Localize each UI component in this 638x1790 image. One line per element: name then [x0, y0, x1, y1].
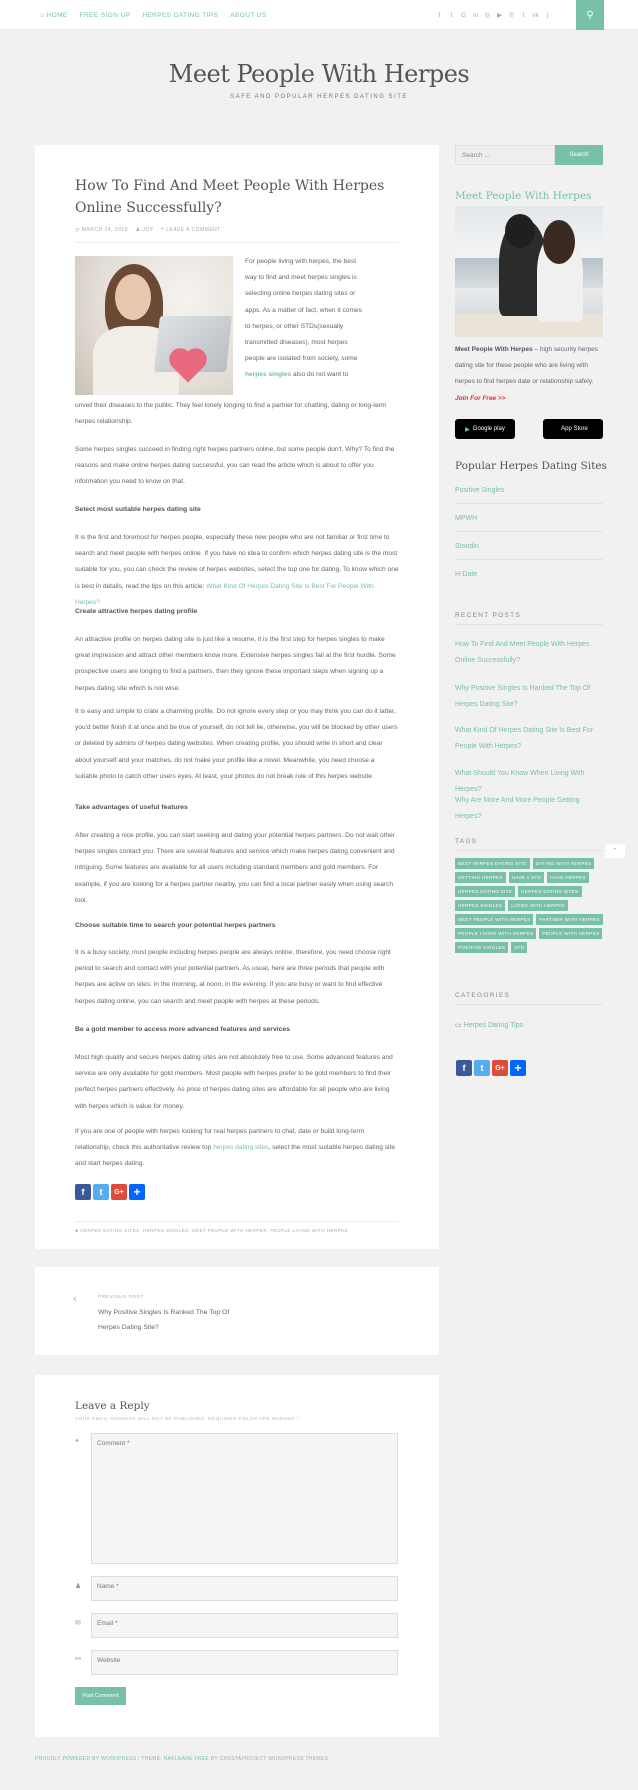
google-plus-icon[interactable]: G	[460, 11, 467, 19]
popular-site-link[interactable]: Positive Singles	[455, 487, 505, 494]
reply-title: Leave a Reply	[75, 1400, 150, 1412]
recent-post-link[interactable]: What Should You Know When Living With Herpes?	[455, 770, 585, 793]
google-plus-share-icon[interactable]: G+	[111, 1184, 127, 1200]
paragraph: Some herpes singles succeed in finding right herpes partners online, but some people don't. Why? To find the reasons and make online herpes dating successful, you can read the article which is about to offer you information you need to know on that.	[75, 446, 395, 486]
facebook-share-icon[interactable]: f	[456, 1060, 472, 1076]
nav-home[interactable]: ⌂ HOME	[40, 11, 68, 19]
sidebar-search-input[interactable]: Search ...	[455, 145, 555, 165]
sidebar-search	[455, 145, 603, 165]
share-buttons	[75, 1184, 145, 1200]
facebook-icon[interactable]: f	[438, 11, 441, 19]
divider	[455, 1004, 603, 1005]
email-input[interactable]: Email *	[91, 1613, 398, 1638]
tag-link[interactable]: HAVE HERPES	[547, 872, 589, 883]
facebook-share-icon[interactable]: f	[75, 1184, 91, 1200]
tag-link[interactable]: PEOPLE WITH HERPES	[539, 928, 602, 939]
recent-post-link[interactable]: What Kind Of Herpes Dating Site Is Best For People With Herpes?	[455, 727, 594, 750]
category-link[interactable]: Herpes Dating Tips	[463, 1022, 524, 1029]
join-free-link[interactable]: Join For Free >>	[455, 394, 506, 402]
home-icon: ⌂	[40, 11, 47, 19]
divider	[455, 850, 603, 851]
tag-link[interactable]: STD	[511, 942, 527, 953]
section-heading: Choose suitable time to search your potential herpes partners	[75, 922, 276, 929]
tag-link[interactable]: HERPES DATING SITES	[518, 886, 581, 897]
tag-link[interactable]: GETTING HERPES	[455, 872, 506, 883]
tag-link[interactable]: LIVING WITH HERPES	[508, 900, 568, 911]
google-play-badge[interactable]: ▶ Google play	[455, 419, 515, 439]
divider	[455, 531, 603, 532]
post-image	[75, 256, 233, 395]
tag-icon: ⬥	[75, 1228, 81, 1233]
reply-note: YOUR EMAIL ADDRESS WILL NOT BE PUBLISHED. REQUIRED FIELDS ARE MARKED *	[75, 1417, 299, 1422]
paragraph: If you are one of people with herpes looking for real herpes partners to chat, date or build long-term relationship, check this authoritative review top herpes dating sites, select the most suitable herpes dating site and start herpes dating.	[75, 1128, 395, 1168]
post-meta	[75, 227, 221, 233]
search-icon[interactable]: ⚲	[576, 0, 604, 30]
paragraph: It is a busy society, most people including herpes people are always online, therefore, you need choose right period to search and contact with your potential partners. As usual, here are three periods that people with herpes are active on sites: in the morning, at noon, in the evening. If you are busy or want to find effective herpes dating online, you can search and meet people with herpes at these periods.	[75, 949, 391, 1005]
leave-comment-link[interactable]: LEAVE A COMMENT	[166, 227, 221, 233]
divider	[75, 242, 399, 243]
recent-post-link[interactable]: Why Are More And More People Getting Herpes?	[455, 797, 580, 820]
tag-link[interactable]: POSITIVE SINGLES	[455, 942, 508, 953]
widget-title: Meet People With Herpes	[455, 190, 592, 202]
comment-icon: ❝	[75, 1439, 79, 1446]
social-links	[436, 0, 551, 30]
tags-title: TAGS	[455, 838, 478, 845]
vk-icon[interactable]: vk	[532, 11, 539, 19]
user-icon: ♟	[75, 1583, 82, 1590]
site-description: SAFE AND POPULAR HERPES DATING SITE	[230, 94, 408, 100]
intro-paragraph: For people living with herpes, the best way to find and meet herpes singles is selecting online herpes dating sites or apps. As a matter of fact, when it comes to herpes, or other STDs(sexually transmitted diseases), most herpes people are isolated from society, some herpes singles also do not want to	[245, 258, 362, 379]
sidebar-share-buttons	[456, 1060, 526, 1076]
paragraph: Most high quality and secure herpes dating sites are not absolutely free to use. Some advanced features and service are only available for gold members. Most people with herpes prefer to be gold members to find their perfect herpes partners effectively. As price of herpes dating sites are affordable for all people who are living with herpes which is value for money.	[75, 1054, 393, 1110]
twitter-share-icon[interactable]: t	[93, 1184, 109, 1200]
paragraph: It is the first and foremost for herpes people, especially these new people who are not familiar or first time to search and meet people with herpes online. If you have no idea to confirm which herpes dating site is the most suitable for you, you can check the review of herpes websites, select the top one for dating. To know which one is best in details, read the tips on this article: What Kind Of Herpes Dating Site Is Best For People With Herpes?	[75, 534, 399, 606]
comment-form-card	[35, 1375, 439, 1737]
recent-post-link[interactable]: Why Positive Singles Is Ranked The Top Of Herpes Dating Site?	[455, 685, 591, 708]
linkedin-icon[interactable]: in	[472, 11, 479, 19]
popular-site-link[interactable]: MPWH	[455, 515, 478, 522]
recent-post-link[interactable]: How To Find And Meet People With Herpes Online Successfully?	[455, 641, 590, 664]
divider	[455, 503, 603, 504]
google-plus-share-icon[interactable]: G+	[492, 1060, 508, 1076]
intro-paragraph-continued: unveil their diseases to the public. They feel lonely longing to find a partner for chatting, dating or long-term herpes relationship.	[75, 402, 387, 426]
previous-post-label: PREVIOUS POST	[98, 1295, 144, 1300]
tag-link[interactable]: DATING WITH HERPES	[533, 858, 595, 869]
rss-icon[interactable]: )	[546, 11, 549, 19]
tag-link[interactable]: MEET PEOPLE WITH HERPES	[455, 914, 533, 925]
article-card	[35, 145, 439, 1249]
tag-link[interactable]: PARTNER WITH HERPES	[536, 914, 602, 925]
instagram-icon[interactable]: ◎	[484, 12, 491, 19]
pinterest-icon[interactable]: ℗	[509, 11, 514, 19]
wordpress-link[interactable]: PROUDLY POWERED BY WORDPRESS	[35, 1756, 137, 1762]
site-footer: PROUDLY POWERED BY WORDPRESS | THEME: NAKLEANE FREE BY CRESTAPROJECT WORDPRESS THEMES.	[35, 1756, 330, 1762]
comment-textarea[interactable]: Comment *	[91, 1433, 398, 1564]
best-dating-site-link[interactable]: What Kind Of Herpes Dating Site Is Best For People With Herpes?	[75, 582, 374, 606]
herpes-dating-sites-link[interactable]: herpes dating sites	[213, 1144, 269, 1152]
paragraph: It is easy and simple to crate a charming profile. Do not ignore every step or you may think you can do it latter, you'd better finish it at once and be true of yourself, do not tell lie, otherwise, you will be blocked by other users or deleted by admins of herpes dating websites. When creating profile, you should write in short and clear about yourself and your matches, do not make your profile like a novel. Meanwhile, you need choose a suitable photo to catch other users eyes. At least, your photos do not break rule of this herpes website.	[75, 708, 398, 780]
website-input[interactable]: Website	[91, 1650, 398, 1675]
sidebar-search-button[interactable]: Search	[555, 145, 603, 165]
section-heading: Be a gold member to access more advanced features and services	[75, 1026, 290, 1033]
category-item[interactable]	[455, 1021, 523, 1029]
tag-link[interactable]: HERPES SINGLES	[455, 900, 505, 911]
clock-icon: ◷	[75, 227, 82, 233]
link-icon: ⚯	[75, 1656, 81, 1663]
youtube-icon[interactable]: ▶	[497, 12, 502, 19]
nav-herpes-dating-tips[interactable]: HERPES DATING TIPS	[142, 11, 219, 19]
recent-posts-title: RECENT POSTS	[455, 612, 522, 619]
post-author[interactable]: JOY	[142, 227, 154, 233]
nav-about-us[interactable]: ABOUT US	[230, 11, 267, 19]
folder-icon: ▭	[455, 1022, 464, 1029]
twitter-icon[interactable]: t	[450, 11, 453, 19]
add-share-icon[interactable]: +	[510, 1060, 526, 1076]
divider	[455, 624, 603, 625]
couple-image	[455, 206, 603, 337]
tag-link[interactable]: PEOPLE LIVING WITH HERPES	[455, 928, 536, 939]
top-nav	[40, 0, 267, 30]
tag-link[interactable]: HAVE A STD	[509, 872, 544, 883]
divider	[455, 559, 603, 560]
post-tags-links[interactable]: HERPES DATING SITES, HERPES SINGLES, MEET PEOPLE WITH HERPES, PEOPLE LIVING WITH HERPES	[80, 1228, 348, 1233]
post-title: How To Find And Meet People With Herpes Online Successfully?	[75, 178, 385, 216]
about-text: Meet People With Herpes – high security herpes dating site for these people who are living with herpes to find herpes date or relationship safely. Join For Free >>	[455, 346, 599, 402]
name-input[interactable]: Name *	[91, 1576, 398, 1601]
theme-link[interactable]: NAKLEANE FREE	[163, 1756, 210, 1762]
tag-cloud	[455, 858, 603, 953]
app-store-badge[interactable]: App Store	[543, 419, 603, 439]
previous-post-link[interactable]: Why Positive Singles Is Ranked The Top Of Herpes Dating Site?	[98, 1309, 230, 1331]
section-heading: Take advantages of useful features	[75, 804, 188, 811]
popular-sites-title: Popular Herpes Dating Sites	[455, 460, 607, 472]
comment-icon: ❝	[161, 227, 167, 233]
envelope-icon: ✉	[75, 1620, 81, 1627]
post-comment-button[interactable]: Post Comment	[75, 1687, 126, 1705]
paragraph: An attractive profile on herpes dating site is just like a resume, it is the first step for herpes singles to make great impression and attract other members know more. Extensive herpes singles fail at the first hurdle. Some prospective users are longing to find a partners, then they ignore these important steps when signing up a herpes dating site which is not wise.	[75, 636, 396, 692]
chevron-left-icon[interactable]: ‹	[73, 1293, 77, 1305]
chevron-up-icon[interactable]: ⌃	[605, 844, 625, 858]
add-share-icon[interactable]: +	[129, 1184, 145, 1200]
post-tags	[75, 1221, 399, 1233]
paragraph: After creating a nice profile, you can start seeking and dating your potential herpes partners. Do not wait other herpes singles contact you. There are several features and service which make herpes dating convenient and intriguing. Some features are available for all users including standard members and gold members. For example, if you are looking for a herpes partner nearby, you can find a local partner easily when using search tool.	[75, 832, 395, 904]
nav-free-sign-up[interactable]: FREE SIGN UP	[79, 11, 131, 19]
top-bar	[0, 0, 638, 30]
play-icon: ▶	[465, 426, 470, 433]
popular-site-link[interactable]: Stoodin	[455, 543, 479, 550]
user-icon: ♟	[135, 227, 143, 233]
tag-link[interactable]: BEST HERPES DATING SITE	[455, 858, 530, 869]
herpes-singles-link[interactable]: herpes singles	[245, 371, 292, 379]
section-heading: Select most suitable herpes dating site	[75, 506, 201, 513]
popular-site-link[interactable]: H-Date	[455, 571, 478, 578]
tumblr-icon[interactable]: t	[522, 11, 525, 19]
post-navigation	[35, 1267, 439, 1355]
site-title[interactable]: Meet People With Herpes	[168, 60, 470, 88]
section-heading: Create attractive herpes dating profile	[75, 608, 198, 615]
twitter-share-icon[interactable]: t	[474, 1060, 490, 1076]
post-date[interactable]: MARCH 24, 2019	[81, 227, 128, 233]
categories-title: CATEGORIES	[455, 992, 511, 999]
tag-link[interactable]: HERPES DATING SITE	[455, 886, 515, 897]
